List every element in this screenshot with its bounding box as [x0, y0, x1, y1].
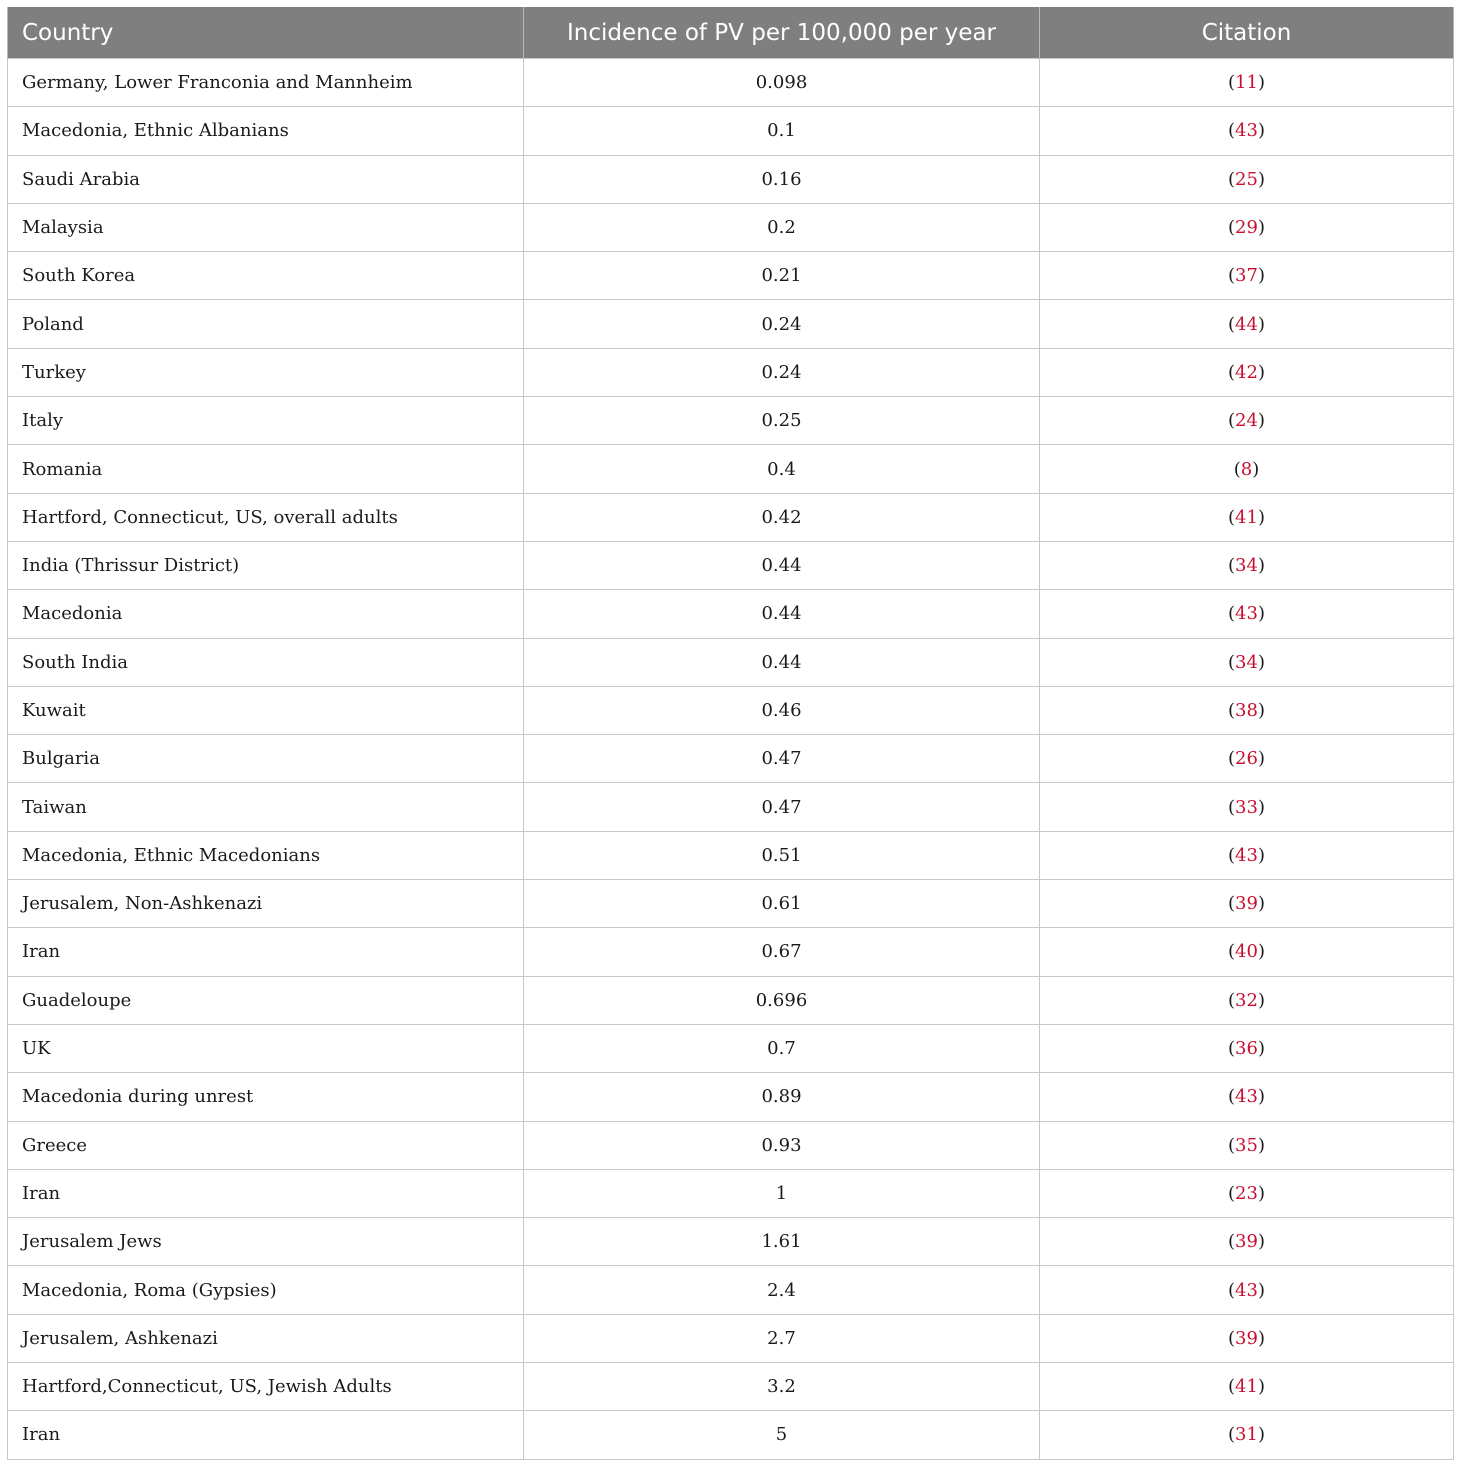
- citation-cell: [1040, 880, 1454, 928]
- incidence-cell: 0.44: [524, 590, 1040, 638]
- citation-open-paren: (: [1233, 458, 1241, 480]
- citation-link[interactable]: 34: [1235, 651, 1258, 673]
- table-row: [8, 735, 1454, 783]
- incidence-cell: 0.47: [524, 783, 1040, 831]
- citation-cell: [1040, 252, 1454, 300]
- table-row: [8, 638, 1454, 686]
- citation-link[interactable]: 43: [1235, 844, 1258, 866]
- country-cell: Poland: [8, 300, 524, 348]
- incidence-cell: 0.2: [524, 203, 1040, 251]
- citation-open-paren: (: [1228, 796, 1236, 818]
- incidence-cell: 0.696: [524, 976, 1040, 1024]
- citation-open-paren: (: [1228, 700, 1236, 721]
- citation-link[interactable]: 38: [1235, 700, 1258, 721]
- country-cell: Iran: [8, 1169, 524, 1217]
- country-cell: Bulgaria: [8, 735, 524, 783]
- citation-link[interactable]: 11: [1235, 72, 1258, 94]
- citation-open-paren: (: [1228, 893, 1236, 915]
- incidence-cell: 0.24: [524, 348, 1040, 396]
- incidence-cell: 0.61: [524, 880, 1040, 928]
- citation-link[interactable]: 39: [1235, 893, 1258, 915]
- citation-close-paren: ): [1257, 1327, 1265, 1349]
- citation-close-paren: ): [1257, 700, 1265, 721]
- incidence-cell: 0.21: [524, 252, 1040, 300]
- citation-open-paren: (: [1228, 168, 1236, 190]
- incidence-cell: 0.4: [524, 445, 1040, 493]
- citation-cell: [1040, 928, 1454, 976]
- country-cell: Greece: [8, 1121, 524, 1169]
- citation-close-paren: ): [1257, 1279, 1265, 1301]
- citation-cell: [1040, 155, 1454, 203]
- incidence-table-container: [7, 7, 1453, 1460]
- country-cell: India (Thrissur District): [8, 541, 524, 589]
- country-cell: Kuwait: [8, 686, 524, 734]
- citation-open-paren: (: [1228, 555, 1236, 577]
- country-cell: Saudi Arabia: [8, 155, 524, 203]
- citation-link[interactable]: 8: [1240, 458, 1253, 480]
- citation-cell: [1040, 590, 1454, 638]
- country-cell: Guadeloupe: [8, 976, 524, 1024]
- citation-close-paren: ): [1257, 1086, 1265, 1108]
- country-cell: Italy: [8, 397, 524, 445]
- citation-link[interactable]: 33: [1235, 796, 1258, 818]
- citation-open-paren: (: [1228, 1038, 1236, 1060]
- citation-cell: [1040, 541, 1454, 589]
- table-row: [8, 1121, 1454, 1169]
- table-row: [8, 59, 1454, 107]
- citation-cell: [1040, 107, 1454, 155]
- citation-link[interactable]: 35: [1235, 1134, 1258, 1156]
- table-row: [8, 1218, 1454, 1266]
- country-cell: Hartford, Connecticut, US, overall adults: [8, 493, 524, 541]
- citation-link[interactable]: 29: [1235, 217, 1258, 239]
- table-row: [8, 348, 1454, 396]
- table-row: [8, 1266, 1454, 1314]
- citation-cell: [1040, 735, 1454, 783]
- citation-close-paren: ): [1257, 1376, 1265, 1398]
- table-row: [8, 1411, 1454, 1459]
- country-cell: Macedonia, Ethnic Macedonians: [8, 831, 524, 879]
- incidence-cell: 0.42: [524, 493, 1040, 541]
- table-row: [8, 1169, 1454, 1217]
- citation-cell: [1040, 1314, 1454, 1362]
- table-row: [8, 397, 1454, 445]
- header-citation: Citation: [1040, 7, 1454, 59]
- incidence-cell: 2.4: [524, 1266, 1040, 1314]
- incidence-cell: 0.89: [524, 1073, 1040, 1121]
- citation-link[interactable]: 24: [1235, 410, 1258, 432]
- citation-close-paren: ): [1257, 603, 1265, 625]
- country-cell: Macedonia during unrest: [8, 1073, 524, 1121]
- citation-close-paren: ): [1257, 72, 1265, 94]
- incidence-cell: 0.47: [524, 735, 1040, 783]
- table-row: [8, 590, 1454, 638]
- country-cell: Jerusalem, Ashkenazi: [8, 1314, 524, 1362]
- country-cell: Turkey: [8, 348, 524, 396]
- citation-link[interactable]: 41: [1235, 506, 1258, 528]
- citation-close-paren: ): [1252, 458, 1260, 480]
- citation-open-paren: (: [1228, 989, 1236, 1011]
- citation-close-paren: ): [1257, 506, 1265, 528]
- citation-close-paren: ): [1257, 1134, 1265, 1156]
- incidence-cell: 5: [524, 1411, 1040, 1459]
- citation-close-paren: ): [1257, 265, 1265, 287]
- citation-cell: [1040, 1411, 1454, 1459]
- citation-link[interactable]: 36: [1235, 1038, 1258, 1060]
- country-cell: Macedonia, Ethnic Albanians: [8, 107, 524, 155]
- incidence-cell: 0.098: [524, 59, 1040, 107]
- citation-close-paren: ): [1257, 555, 1265, 577]
- incidence-cell: 1: [524, 1169, 1040, 1217]
- citation-close-paren: ): [1257, 941, 1265, 963]
- citation-open-paren: (: [1228, 651, 1236, 673]
- citation-cell: [1040, 976, 1454, 1024]
- citation-open-paren: (: [1228, 265, 1236, 287]
- citation-link[interactable]: 23: [1235, 1182, 1258, 1204]
- table-header-row: [8, 7, 1454, 59]
- country-cell: Iran: [8, 928, 524, 976]
- citation-open-paren: (: [1228, 603, 1236, 625]
- citation-cell: [1040, 1169, 1454, 1217]
- citation-cell: [1040, 831, 1454, 879]
- citation-close-paren: ): [1257, 313, 1265, 335]
- citation-close-paren: ): [1257, 410, 1265, 432]
- country-cell: Romania: [8, 445, 524, 493]
- citation-link[interactable]: 43: [1235, 1086, 1258, 1108]
- citation-open-paren: (: [1228, 217, 1236, 239]
- citation-close-paren: ): [1257, 217, 1265, 239]
- citation-open-paren: (: [1228, 313, 1236, 335]
- citation-close-paren: ): [1257, 651, 1265, 673]
- citation-link[interactable]: 43: [1235, 603, 1258, 625]
- citation-open-paren: (: [1228, 1134, 1236, 1156]
- citation-open-paren: (: [1228, 506, 1236, 528]
- citation-open-paren: (: [1228, 72, 1236, 94]
- country-cell: Jerusalem Jews: [8, 1218, 524, 1266]
- citation-close-paren: ): [1257, 168, 1265, 190]
- incidence-cell: 0.46: [524, 686, 1040, 734]
- citation-open-paren: (: [1228, 1424, 1236, 1446]
- citation-open-paren: (: [1228, 120, 1236, 142]
- citation-close-paren: ): [1257, 120, 1265, 142]
- country-cell: Malaysia: [8, 203, 524, 251]
- incidence-cell: 0.24: [524, 300, 1040, 348]
- citation-link[interactable]: 37: [1235, 265, 1258, 287]
- table-row: [8, 783, 1454, 831]
- citation-close-paren: ): [1257, 1182, 1265, 1204]
- table-row: [8, 1073, 1454, 1121]
- header-incidence: Incidence of PV per 100,000 per year: [524, 7, 1040, 59]
- citation-link[interactable]: 39: [1235, 1231, 1258, 1253]
- incidence-cell: 0.44: [524, 541, 1040, 589]
- country-cell: UK: [8, 1024, 524, 1072]
- citation-cell: [1040, 203, 1454, 251]
- citation-open-paren: (: [1228, 1086, 1236, 1108]
- citation-link[interactable]: 25: [1235, 168, 1258, 190]
- citation-open-paren: (: [1228, 941, 1236, 963]
- citation-cell: [1040, 1024, 1454, 1072]
- citation-link[interactable]: 39: [1235, 1327, 1258, 1349]
- citation-close-paren: ): [1257, 1038, 1265, 1060]
- citation-close-paren: ): [1257, 844, 1265, 866]
- citation-link[interactable]: 34: [1235, 555, 1258, 577]
- table-row: [8, 252, 1454, 300]
- citation-cell: [1040, 59, 1454, 107]
- incidence-cell: 0.67: [524, 928, 1040, 976]
- table-row: [8, 1363, 1454, 1411]
- incidence-cell: 0.25: [524, 397, 1040, 445]
- citation-open-paren: (: [1228, 1182, 1236, 1204]
- citation-link[interactable]: 41: [1235, 1376, 1258, 1398]
- table-row: [8, 203, 1454, 251]
- citation-cell: [1040, 1363, 1454, 1411]
- incidence-cell: 2.7: [524, 1314, 1040, 1362]
- citation-cell: [1040, 1121, 1454, 1169]
- incidence-cell: 1.61: [524, 1218, 1040, 1266]
- table-row: [8, 976, 1454, 1024]
- citation-open-paren: (: [1228, 748, 1236, 770]
- header-country: Country: [8, 7, 524, 59]
- table-row: [8, 300, 1454, 348]
- incidence-cell: 0.1: [524, 107, 1040, 155]
- citation-link[interactable]: 40: [1235, 941, 1258, 963]
- citation-link[interactable]: 31: [1235, 1424, 1258, 1446]
- table-row: [8, 1314, 1454, 1362]
- citation-cell: [1040, 1073, 1454, 1121]
- table-row: [8, 107, 1454, 155]
- citation-link[interactable]: 44: [1235, 313, 1258, 335]
- table-body: [8, 59, 1454, 1460]
- country-cell: Iran: [8, 1411, 524, 1459]
- citation-cell: [1040, 300, 1454, 348]
- incidence-cell: 0.7: [524, 1024, 1040, 1072]
- table-row: [8, 880, 1454, 928]
- incidence-cell: 0.51: [524, 831, 1040, 879]
- citation-cell: [1040, 783, 1454, 831]
- incidence-table: [7, 7, 1454, 1460]
- citation-link[interactable]: 43: [1235, 1279, 1258, 1301]
- citation-close-paren: ): [1257, 989, 1265, 1011]
- citation-close-paren: ): [1257, 796, 1265, 818]
- citation-cell: [1040, 493, 1454, 541]
- citation-open-paren: (: [1228, 361, 1236, 383]
- country-cell: Germany, Lower Franconia and Mannheim: [8, 59, 524, 107]
- citation-open-paren: (: [1228, 1231, 1236, 1253]
- citation-close-paren: ): [1257, 1424, 1265, 1446]
- table-row: [8, 541, 1454, 589]
- citation-close-paren: ): [1257, 361, 1265, 383]
- citation-close-paren: ): [1257, 748, 1265, 770]
- table-row: [8, 1024, 1454, 1072]
- citation-open-paren: (: [1228, 1327, 1236, 1349]
- table-row: [8, 928, 1454, 976]
- table-row: [8, 493, 1454, 541]
- country-cell: Hartford,Connecticut, US, Jewish Adults: [8, 1363, 524, 1411]
- citation-open-paren: (: [1228, 410, 1236, 432]
- citation-close-paren: ): [1257, 1231, 1265, 1253]
- table-row: [8, 445, 1454, 493]
- citation-cell: [1040, 1218, 1454, 1266]
- incidence-cell: 0.16: [524, 155, 1040, 203]
- citation-cell: [1040, 445, 1454, 493]
- citation-close-paren: ): [1257, 893, 1265, 915]
- country-cell: Macedonia: [8, 590, 524, 638]
- table-row: [8, 155, 1454, 203]
- citation-link[interactable]: 43: [1235, 120, 1258, 142]
- incidence-cell: 0.44: [524, 638, 1040, 686]
- citation-link[interactable]: 26: [1235, 748, 1258, 770]
- citation-cell: [1040, 348, 1454, 396]
- citation-link[interactable]: 32: [1235, 989, 1258, 1011]
- table-row: [8, 831, 1454, 879]
- citation-link[interactable]: 42: [1235, 361, 1258, 383]
- citation-cell: [1040, 1266, 1454, 1314]
- citation-cell: [1040, 686, 1454, 734]
- citation-open-paren: (: [1228, 1376, 1236, 1398]
- table-row: [8, 686, 1454, 734]
- citation-open-paren: (: [1228, 844, 1236, 866]
- citation-cell: [1040, 397, 1454, 445]
- country-cell: Macedonia, Roma (Gypsies): [8, 1266, 524, 1314]
- incidence-cell: 0.93: [524, 1121, 1040, 1169]
- country-cell: Jerusalem, Non-Ashkenazi: [8, 880, 524, 928]
- country-cell: South India: [8, 638, 524, 686]
- country-cell: Taiwan: [8, 783, 524, 831]
- country-cell: South Korea: [8, 252, 524, 300]
- incidence-cell: 3.2: [524, 1363, 1040, 1411]
- citation-cell: [1040, 638, 1454, 686]
- citation-open-paren: (: [1228, 1279, 1236, 1301]
